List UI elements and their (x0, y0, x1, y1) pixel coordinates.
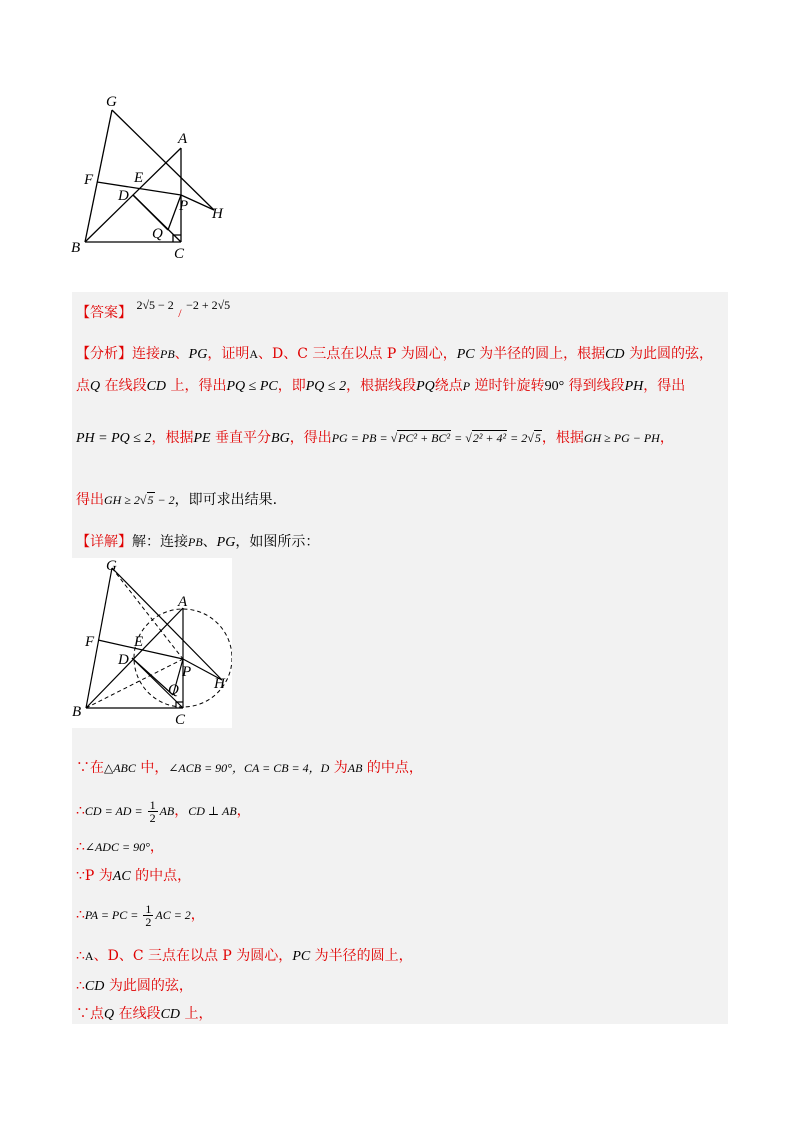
label-B: B (71, 240, 81, 256)
answer-line: 【答案】 2√5 − 2 / −2 + 2√5 (76, 298, 231, 321)
label-A: A (178, 594, 188, 610)
analysis-line-2: 点Q 在线段CD 上，得出PQ ≤ PC，即PQ ≤ 2，根据线段PQ绕点P 逆时针旋转90° 得到线段PH，得出 (76, 378, 686, 394)
label-A: A (178, 131, 188, 147)
step-4: ∵P 为AC 的中点， (76, 868, 192, 884)
step-1: ∵在△ABC 中，∠ACB = 90°，CA = CB = 4，D 为AB 的中点， (76, 760, 423, 776)
step-2: ∴CD = AD = $\frac{1}{2}$ AB，CD ⊥ AB， (76, 797, 251, 825)
label-F: F (85, 634, 95, 650)
label-G: G (106, 94, 117, 110)
label-H: H (212, 206, 223, 222)
label-P: P (182, 664, 192, 680)
step-5: ∴PA = PC = $\frac{1}{2}$ AC = 2， (76, 901, 205, 929)
label-F: F (84, 172, 94, 188)
label-D: D (118, 188, 129, 204)
label-D: D (118, 652, 129, 668)
label-P: P (179, 198, 189, 214)
label-G: G (106, 558, 117, 574)
label-E: E (134, 170, 144, 186)
label-Q: Q (168, 682, 179, 698)
analysis-line-1: 【分析】连接PB、PG，证明A、D、C 三点在以点 P 为圆心，PC 为半径的圆上，根据CD 为此圆的弦， (76, 346, 713, 362)
label-H: H (214, 676, 225, 692)
step-3: ∴∠ADC = 90°， (76, 839, 164, 855)
label-B: B (72, 704, 82, 720)
analysis-line-3: PH = PQ ≤ 2，根据PE 垂直平分BG，得出PG = PB = √PC² + BC² = √2² + 4² = 2√5，根据GH ≥ PG − PH， (76, 430, 674, 446)
step-6: ∴A、D、C 三点在以点 P 为圆心，PC 为半径的圆上， (76, 948, 413, 964)
label-C: C (175, 712, 186, 728)
answer-value-2: −2 + 2√5 (186, 298, 231, 312)
step-8: ∵点Q 在线段CD 上， (76, 1006, 213, 1022)
geometry-figure-1 (68, 92, 248, 264)
answer-value-1: 2√5 − 2 (136, 298, 174, 312)
label-E: E (134, 634, 144, 650)
detail-line: 【详解】解：连接PB、PG，如图所示： (76, 534, 320, 550)
label-Q: Q (152, 226, 163, 242)
label-C: C (174, 246, 185, 262)
geometry-figure-2 (72, 558, 232, 728)
analysis-line-4: 得出GH ≥ 2√5 − 2，即可求出结果. (76, 492, 278, 508)
step-7: ∴CD 为此圆的弦， (76, 978, 193, 994)
